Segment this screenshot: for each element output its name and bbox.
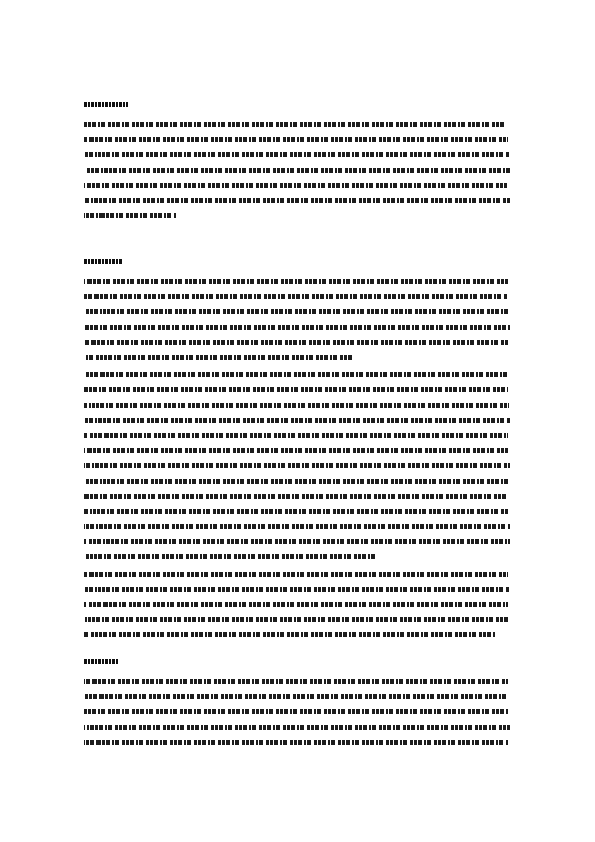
text-line bbox=[84, 519, 512, 534]
text-line bbox=[84, 567, 512, 582]
paragraph bbox=[84, 674, 512, 750]
text-line bbox=[84, 320, 512, 335]
text-line bbox=[84, 147, 512, 162]
paragraph bbox=[84, 367, 512, 564]
text-line bbox=[84, 132, 512, 147]
paragraph bbox=[84, 274, 512, 365]
text-line bbox=[84, 208, 512, 223]
text-line bbox=[84, 367, 512, 382]
text-line bbox=[84, 674, 512, 689]
text-line bbox=[84, 289, 512, 304]
section-abstract bbox=[84, 97, 512, 223]
section-introduction bbox=[84, 254, 512, 643]
section-heading bbox=[84, 654, 512, 668]
paragraph bbox=[84, 117, 512, 223]
text-line bbox=[84, 549, 512, 564]
text-line bbox=[84, 163, 512, 178]
text-line bbox=[84, 612, 512, 627]
text-line bbox=[84, 178, 512, 193]
section-heading bbox=[84, 254, 512, 268]
text-line bbox=[84, 193, 512, 208]
text-line bbox=[84, 428, 512, 443]
heading-text bbox=[84, 102, 128, 107]
section-background bbox=[84, 654, 512, 750]
heading-text bbox=[84, 259, 122, 264]
text-line bbox=[84, 473, 512, 488]
text-line bbox=[84, 335, 512, 350]
heading-text bbox=[84, 659, 118, 664]
text-line bbox=[84, 350, 512, 365]
text-line bbox=[84, 458, 512, 473]
text-line bbox=[84, 413, 512, 428]
text-line bbox=[84, 627, 512, 642]
paragraph bbox=[84, 567, 512, 643]
text-line bbox=[84, 720, 512, 735]
text-line bbox=[84, 704, 512, 719]
text-line bbox=[84, 504, 512, 519]
section-heading bbox=[84, 97, 512, 111]
text-line bbox=[84, 689, 512, 704]
text-line bbox=[84, 382, 512, 397]
text-line bbox=[84, 534, 512, 549]
text-line bbox=[84, 398, 512, 413]
text-line bbox=[84, 443, 512, 458]
text-line bbox=[84, 735, 512, 750]
text-line bbox=[84, 597, 512, 612]
text-line bbox=[84, 489, 512, 504]
text-line bbox=[84, 274, 512, 289]
text-line bbox=[84, 582, 512, 597]
text-line bbox=[84, 304, 512, 319]
text-line bbox=[84, 117, 512, 132]
